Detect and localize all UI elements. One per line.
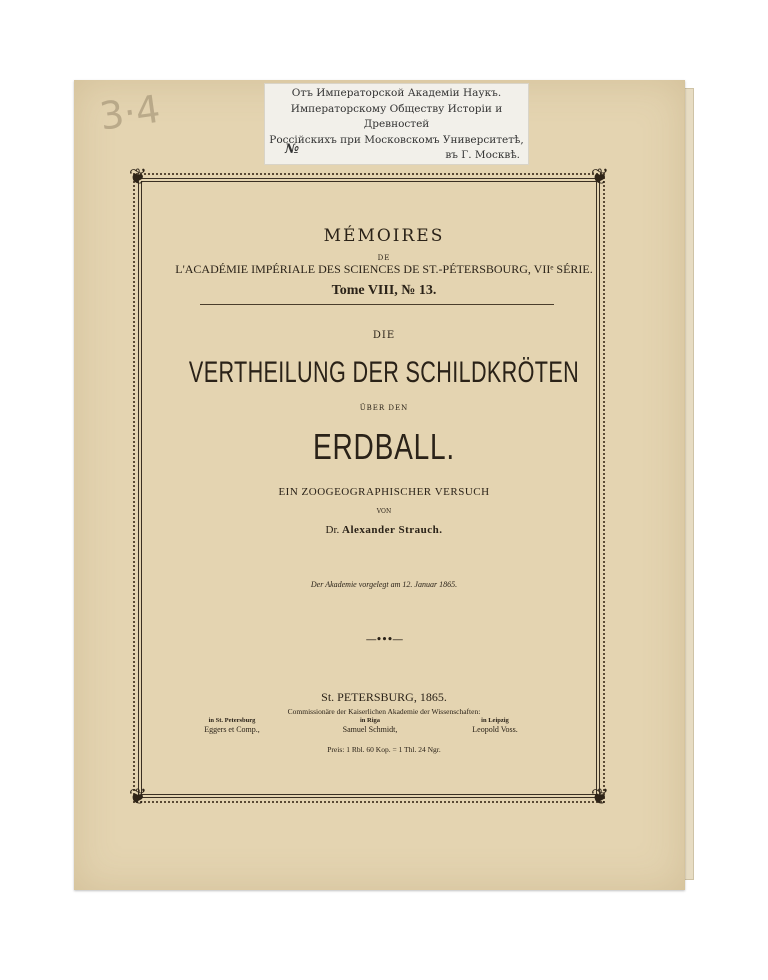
author-prefix: Dr. [325,524,340,536]
title-article: DIE [372,330,396,341]
publisher-name: Leopold Voss. [472,725,518,734]
publisher-riga [300,717,440,734]
library-label [264,83,529,165]
label-number-mark: № [285,142,300,157]
author-name: Alexander Strauch. [342,524,443,536]
corner-ornament-icon: ❦ [128,165,148,190]
series-de: DE [377,254,391,262]
title-connector: ÜBER DEN [359,404,409,412]
label-line-2: Императорскому Обществу Исторіи и Древностей [290,102,503,130]
main-title-erdball: ERDBALL. [312,426,456,467]
commission-line: Commissionäre der Kaiserlichen Akademie der Wissenschaften: [287,707,481,716]
presentation-note: Der Akademie vorgelegt am 12. Januar 1865. [310,580,458,589]
label-line-4: въ Г. Москвѣ. [445,149,520,161]
publisher-st-petersburg [162,717,302,734]
label-line-3: Россійскихъ при Московскомъ Университетѣ, [269,133,524,146]
divider-rule [200,304,554,305]
price-line: Preis: 1 Rbl. 60 Kop. = 1 Thl. 24 Ngr. [327,745,441,754]
by-label: VON [376,508,392,515]
tome-number: Tome VIII, № 13. [331,283,437,298]
subtitle: EIN ZOOGEOGRAPHISCHER VERSUCH [278,486,490,498]
corner-ornament-icon: ❦ [128,785,148,810]
ornament-divider: —•••— [365,633,403,646]
label-line-1: Отъ Императорской Академіи Наукъ. [291,87,502,99]
publisher-city: in Leipzig [481,717,509,724]
publisher-name: Samuel Schmidt, [342,725,398,734]
main-title: VERTHEILUNG DER SCHILDKRÖTEN [188,356,580,389]
academy-name: L'ACADÉMIE IMPÉRIALE DES SCIENCES DE ST.-PÉTERSBOURG, VIIᵉ SÉRIE. [175,262,593,276]
publisher-name: Eggers et Comp., [204,725,260,734]
publisher-city: in Riga [359,717,381,724]
imprint-place-year: St. PETERSBURG, 1865. [321,690,447,704]
publisher-city: in St. Petersburg [208,717,256,724]
author-line [0,524,768,536]
series-title: MÉMOIRES [323,226,445,246]
publisher-leipzig [425,717,565,734]
corner-ornament-icon: ❦ [590,785,610,810]
pencil-mark: 3·4 [96,86,163,139]
corner-ornament-icon: ❦ [590,165,610,190]
